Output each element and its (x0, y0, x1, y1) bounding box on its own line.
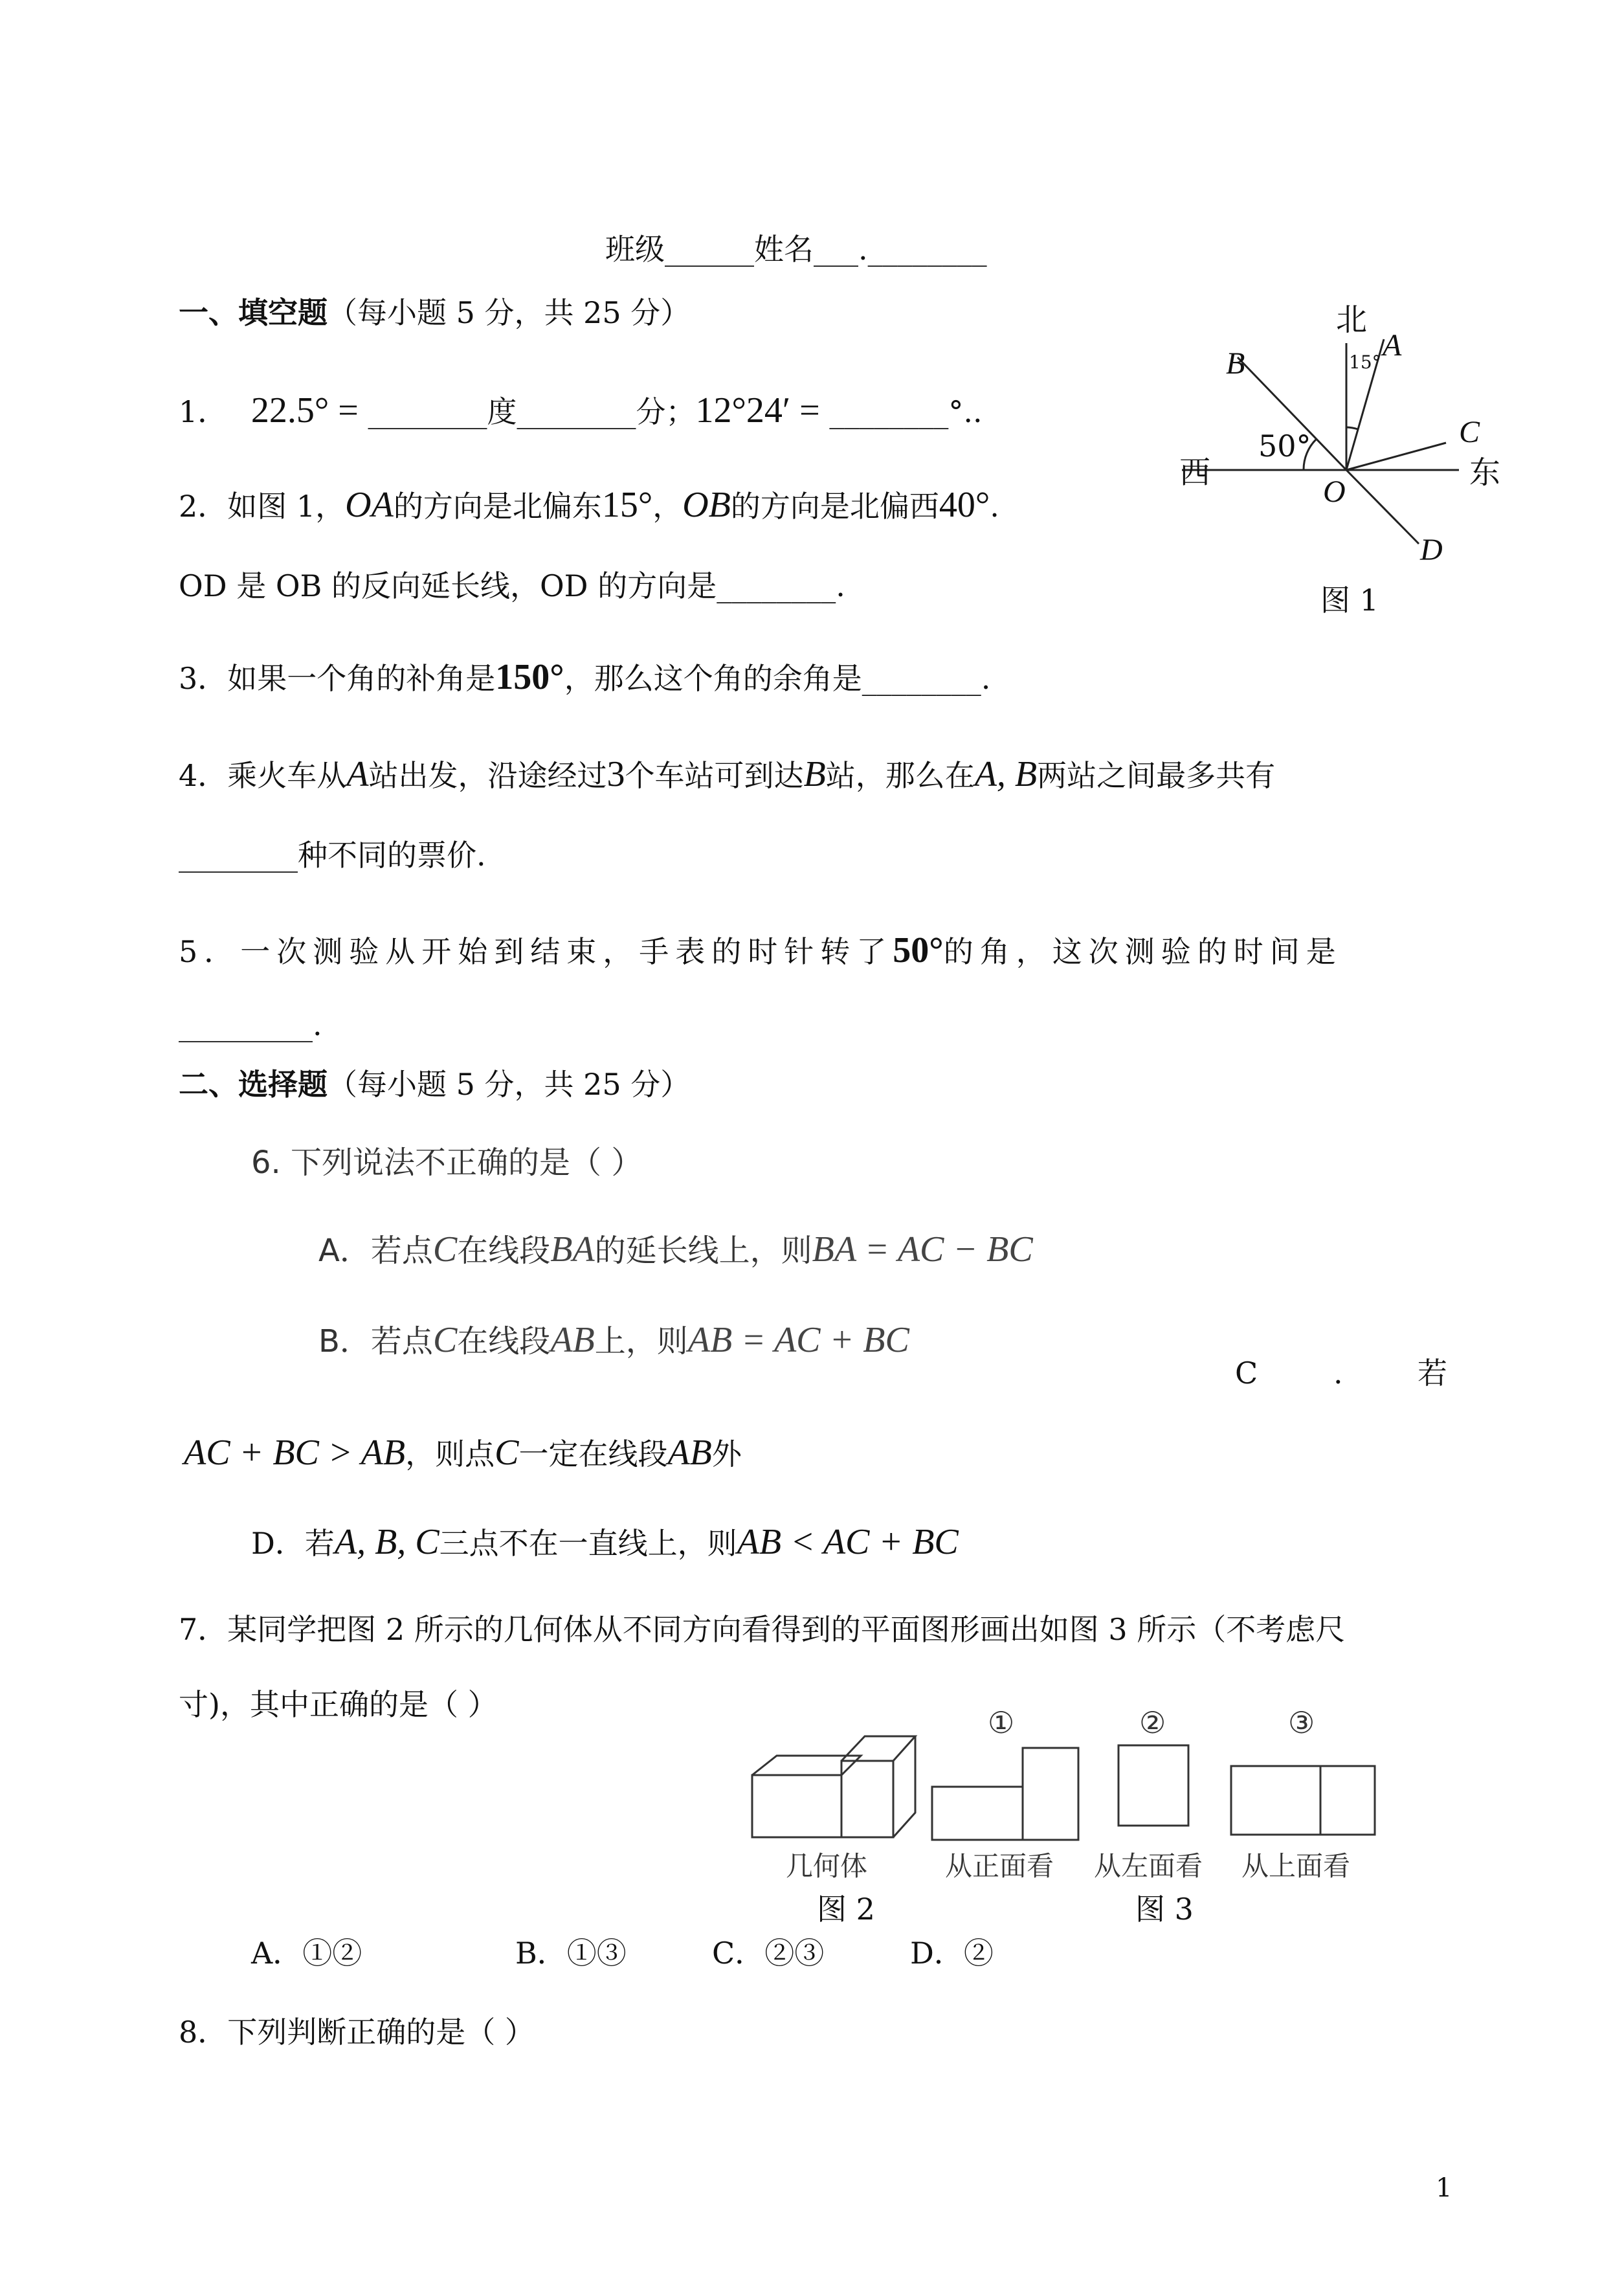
question-7-line1: 7．某同学把图 2 所示的几何体从不同方向看得到的平面图形画出如图 3 所示（不考虑尺 (179, 1612, 1346, 1647)
q6c-eq: AC + BC > AB (184, 1433, 406, 1473)
q1-tail: °.. (948, 394, 983, 429)
q2-oa: OA (345, 485, 394, 525)
q2-deg40: 40° (939, 485, 990, 525)
fig3-num-3: ③ (1288, 1705, 1315, 1740)
q6a-ba: BA (550, 1229, 595, 1270)
q4-text-a: 4．乘火车从 (179, 758, 347, 793)
q6a-text-b: 在线段 (457, 1233, 551, 1269)
fig1-point-o: O (1323, 475, 1346, 509)
q7-option-c: C．②③ (712, 1936, 825, 1971)
section2-note: （每小题 5 分，共 25 分） (328, 1067, 691, 1102)
q2-text-c: 的方向是北偏西 (730, 489, 939, 524)
q4-text-d: 站，那么在 (825, 758, 975, 793)
q6c-text-a: ，则点 (405, 1437, 495, 1471)
q3-text-a: 3．如果一个角的补角是 (179, 661, 496, 696)
fig1-point-b: B (1226, 346, 1245, 381)
q3-deg150: 150° (495, 657, 564, 697)
ray-OD (1346, 470, 1419, 544)
fig1-east: 东 (1469, 454, 1501, 491)
fig1-north: 北 (1336, 302, 1368, 338)
q5-text-b: 的角，这次测验的时间是 (943, 934, 1342, 969)
question-2-line2: OD 是 OB 的反向延长线，OD 的方向是________. (179, 568, 845, 603)
q4-text-b: 站出发，沿途经过 (368, 758, 607, 793)
arc-15 (1346, 427, 1358, 429)
q6b-c: C (432, 1320, 458, 1360)
q6d-points: A, B, C (334, 1522, 439, 1562)
label-solid: 几何体 (786, 1850, 868, 1882)
label-top-view: 从上面看 (1241, 1850, 1351, 1882)
q1-unit-degree: 度 (487, 394, 517, 429)
fig1-angle-15: 15° (1349, 352, 1381, 373)
q6c-text-c: 外 (711, 1437, 742, 1471)
q4-text-c: 个车站可到达 (625, 758, 804, 793)
q4-b: B (803, 754, 826, 794)
fig1-caption: 图 1 (1320, 583, 1379, 618)
q6a-text-a: A．若点 (318, 1233, 433, 1269)
question-4-line2: ________种不同的票价. (179, 838, 486, 873)
q6c-text-b: 一定在线段 (518, 1437, 668, 1471)
question-7-line2: 寸)，其中正确的是（ ） (179, 1687, 498, 1722)
fig3-num-2: ② (1139, 1705, 1166, 1740)
q4-n: 3 (606, 754, 625, 794)
q3-text-b: ，那么这个角的余角是________. (564, 661, 991, 696)
q6b-eq: AB = AC + BC (687, 1320, 909, 1360)
fig3-num-1: ① (988, 1705, 1015, 1740)
q6d-text-a: D．若 (251, 1526, 335, 1561)
q6c-c: C (495, 1433, 519, 1473)
label-fig2: 图 2 (817, 1892, 875, 1927)
q2-prefix: 2．如图 1， (179, 489, 346, 524)
label-left-view: 从左面看 (1094, 1850, 1203, 1882)
q5-text-a: 5．一次测验从开始到结束，手表的时针转了 (179, 934, 893, 969)
ray-OC (1346, 443, 1446, 470)
q1-expr2: 12°24′ = (695, 390, 820, 431)
fig1-angle-50: 50° (1258, 429, 1311, 464)
q2-ob: OB (682, 485, 731, 525)
q1-blank1: ________ (368, 394, 487, 429)
question-8-stem: 8．下列判断正确的是（ ） (179, 2015, 535, 2050)
fig1-point-d: D (1420, 533, 1443, 567)
q4-a: A (346, 754, 369, 794)
q2-period: . (990, 489, 999, 524)
section1-title: 一、填空题 (179, 295, 328, 330)
q1-expr1: 22.5° = (250, 390, 359, 431)
q1-blank2: ________ (517, 394, 636, 429)
q7-option-a: A．①② (251, 1936, 362, 1971)
q7-option-b: B．①③ (515, 1936, 627, 1971)
q6c-dot: . (1333, 1356, 1343, 1391)
q1-blank3: ________ (829, 394, 949, 429)
q6b-ab: AB (550, 1320, 595, 1360)
q6c-ruo: 若 (1418, 1356, 1447, 1391)
label-front-view: 从正面看 (945, 1850, 1054, 1882)
q6a-c: C (432, 1229, 458, 1270)
q2-comma: ， (652, 489, 683, 524)
class-name-line: 班级______姓名___.________ (605, 232, 987, 267)
q1-number: 1． (179, 394, 228, 429)
q2-text-b: 的方向是北偏东 (393, 489, 602, 524)
q6b-text-b: 在线段 (457, 1323, 551, 1359)
q4-text-e: 两站之间最多共有 (1037, 758, 1276, 793)
q6d-text-b: 三点不在一直线上，则 (439, 1526, 737, 1561)
label-fig3: 图 3 (1135, 1892, 1194, 1927)
q6c-ab: AB (667, 1433, 712, 1473)
section1-note: （每小题 5 分，共 25 分） (328, 295, 691, 330)
q1-unit-minute: 分； (636, 394, 696, 429)
q6d-eq: AB < AC + BC (737, 1522, 959, 1562)
question-6-stem: 6. 下列说法不正确的是（ ） (251, 1145, 643, 1181)
q6c-label: C (1235, 1356, 1258, 1391)
section2-title: 二、选择题 (179, 1067, 328, 1102)
fig1-west: 西 (1179, 454, 1211, 491)
q6a-text-d: 的延长线上，则 (594, 1233, 812, 1269)
q5-deg50: 50° (893, 930, 944, 970)
q7-option-d: D．② (910, 1936, 994, 1971)
q2-deg15: 15° (601, 485, 653, 525)
fig1-point-c: C (1459, 415, 1480, 449)
fig1-point-a: A (1383, 328, 1402, 363)
q6b-text-d: 上，则 (594, 1323, 688, 1359)
q6b-text-a: B．若点 (318, 1323, 433, 1359)
q4-ab: A, B (974, 754, 1038, 794)
question-5-line2: _________. (179, 1007, 322, 1042)
q6a-eq: BA = AC − BC (812, 1229, 1033, 1270)
page-number: 1 (1436, 2173, 1452, 2203)
